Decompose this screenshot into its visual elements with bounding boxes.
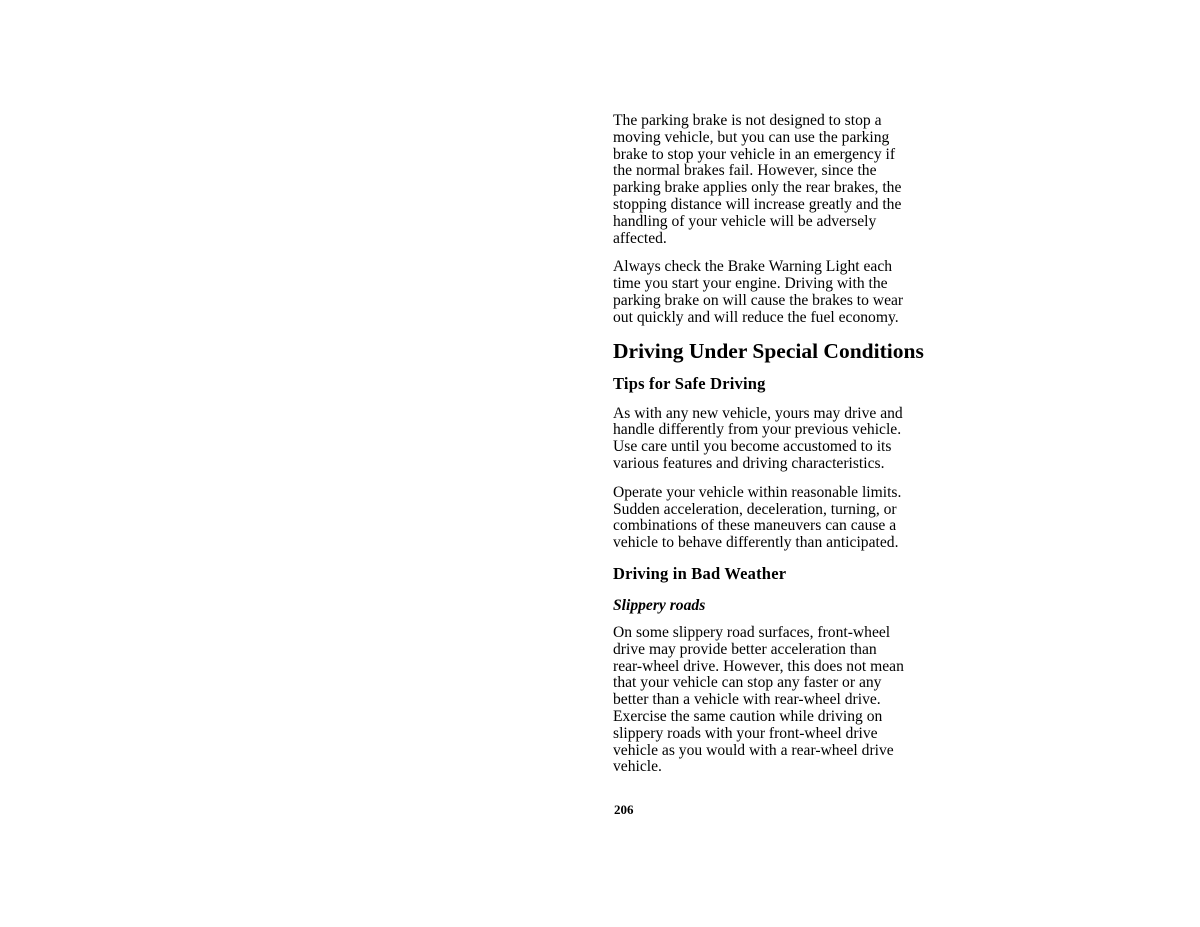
text-column [613,113,958,788]
slippery-roads-heading: Slippery roads [613,596,706,614]
tips-heading: Tips for Safe Driving [613,373,766,393]
brake-warning-paragraph: Always check the Brake Warning Light each time you start your engine. Driving with the parking brake on will cause the brakes to wear out quickly and will reduce the fuel economy. [613,258,904,326]
tips-paragraph-new-vehicle: As with any new vehicle, yours may drive and handle differently from your previous vehicle. Use care until you become accustomed to its various features and driving characteristics. [613,404,903,472]
bad-weather-heading: Driving in Bad Weather [613,563,787,583]
section-heading: Driving Under Special Conditions [613,338,924,363]
slippery-roads-paragraph: On some slippery road surfaces, front-wheel drive may provide better acceleration than rear-wheel drive. However, this does not mean that your vehicle can stop any faster or any better than a vehicle with rear-wheel drive. Exercise the same caution while driving on slippery roads with your front-wheel drive vehicle as you would with a rear-wheel drive vehicle. [613,623,904,776]
parking-brake-paragraph: The parking brake is not designed to stop a moving vehicle, but you can use the parking brake to stop your vehicle in an emergency if the normal brakes fail. However, since the parking brake applies only the rear brakes, the stopping distance will increase greatly and the handling of your vehicle will be adversely affected. [613,112,902,247]
page-number: 206 [614,802,634,817]
tips-paragraph-limits: Operate your vehicle within reasonable limits. Sudden acceleration, deceleration, turning, or combinations of these maneuvers can cause a vehicle to behave differently than anticipated. [613,483,902,552]
